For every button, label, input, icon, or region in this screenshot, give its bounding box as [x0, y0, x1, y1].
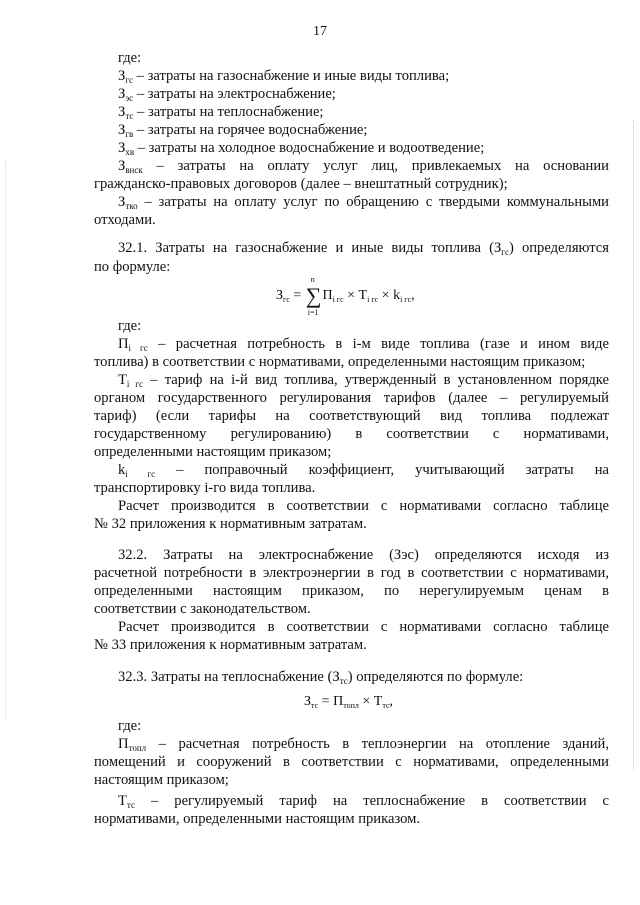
defs-where-label: где: [118, 50, 142, 66]
def-heat-supply: $З_{тс}$ – затраты на теплоснабжение; [118, 104, 324, 121]
def-hot-water: $З_{гв}$ – затраты на горячее водоснабжение; [118, 122, 368, 139]
s322-line1: 32.2. Затраты на электроснабжение (Зэс) определяются исходя из [118, 547, 609, 563]
s321-p-def-line1: $П_{i гс}$ – расчетная потребность в i-м виде топлива (газе и ином виде [118, 336, 610, 353]
sum-symbol: n ∑ i=1 [305, 275, 322, 317]
s323-t-def-line2: нормативами, определенными настоящим приказом. [94, 811, 421, 827]
s322-line3: определенными настоящим приказом, по нерегулируемым ценам в [94, 583, 609, 599]
s321-t-def-line3: тариф) (если тарифы на соответствующий вид топлива подлежат [94, 408, 609, 424]
scan-edge-marks-left [5, 160, 8, 720]
s321-heading-line1: 32.1. Затраты на газоснабжение и иные виды топлива $(З_{гс})$ определяются [118, 240, 609, 257]
s321-p-def-line2: топлива) в соответствии с нормативами, определенными настоящим приказом; [94, 354, 586, 370]
def-cold-water: $З_{хв}$ – затраты на холодное водоснабжение и водоотведение; [118, 140, 485, 157]
s321-t-def-line5: определенными настоящим приказом; [94, 444, 332, 460]
s321-k-def-line1: $k_{i гс}$ – поправочный коэффициент, учитывающий затраты на [118, 462, 609, 479]
s321-calc-line1: Расчет производится в соответствии с нормативами согласно таблице [118, 498, 609, 514]
def-freelance-line1: $З_{внск}$ – затраты на оплату услуг лиц, привлекаемых на основании [118, 158, 609, 175]
s322-calc-line1: Расчет производится в соответствии с нормативами согласно таблице [118, 619, 609, 635]
s322-line2: расчетной потребности в электроэнергии в год в соответствии с нормативами, [94, 565, 609, 581]
def-gas-supply: $З_{гс}$ – затраты на газоснабжение и иные виды топлива; [118, 68, 450, 85]
def-waste-line2: отходами. [94, 212, 156, 228]
scan-edge-marks-right [633, 120, 636, 770]
s323-heading: 32.3. Затраты на теплоснабжение $(З_{тс})$ определяются по формуле: [118, 669, 524, 686]
s323-t-def-line1: $Т_{тс}$ – регулируемый тариф на теплоснабжение в соответствии с [118, 793, 609, 810]
page-number: 17 [313, 24, 327, 39]
s321-formula: $З_{гс}$ = n ∑ i=1 $П_{i гс} \times Т_{i гс} \times k_{i гс}$, [276, 275, 415, 317]
s321-k-def-line2: транспортировку i-го вида топлива. [94, 480, 316, 496]
s321-t-def-line2: органом государственного регулирования тарифов (далее – регулируемый [94, 390, 609, 406]
s322-line4: соответствии с законодательством. [94, 601, 311, 617]
s323-p-def-line3: настоящим приказом; [94, 772, 229, 788]
s323-where-label: где: [118, 718, 142, 734]
s321-heading-line2: по формуле: [94, 259, 171, 275]
def-waste-line1: $З_{тко}$ – затраты на оплату услуг по обращению с твердыми коммунальными [118, 194, 609, 211]
def-freelance-line2: гражданско-правовых договоров (далее – внештатный сотрудник); [94, 176, 508, 192]
def-electricity: $З_{эс}$ – затраты на электроснабжение; [118, 86, 336, 103]
s321-calc-line2: № 32 приложения к нормативным затратам. [94, 516, 367, 532]
s323-formula: $З_{тс} = П_{топл} \times Т_{тс}$, [304, 694, 393, 710]
s321-t-def-line1: $Т_{i гс}$ – тариф на i-й вид топлива, утвержденный в установленном порядке [118, 372, 610, 389]
s321-where-label: где: [118, 318, 142, 334]
s323-p-def-line1: $П_{топл}$ – расчетная потребность в теплоэнергии на отопление зданий, [118, 736, 609, 753]
s323-p-def-line2: помещений и сооружений в соответствии с нормативами, определенными [94, 754, 609, 770]
s321-t-def-line4: государственному регулированию) в соответствии с нормативами, [94, 426, 609, 442]
s322-calc-line2: № 33 приложения к нормативным затратам. [94, 637, 367, 653]
